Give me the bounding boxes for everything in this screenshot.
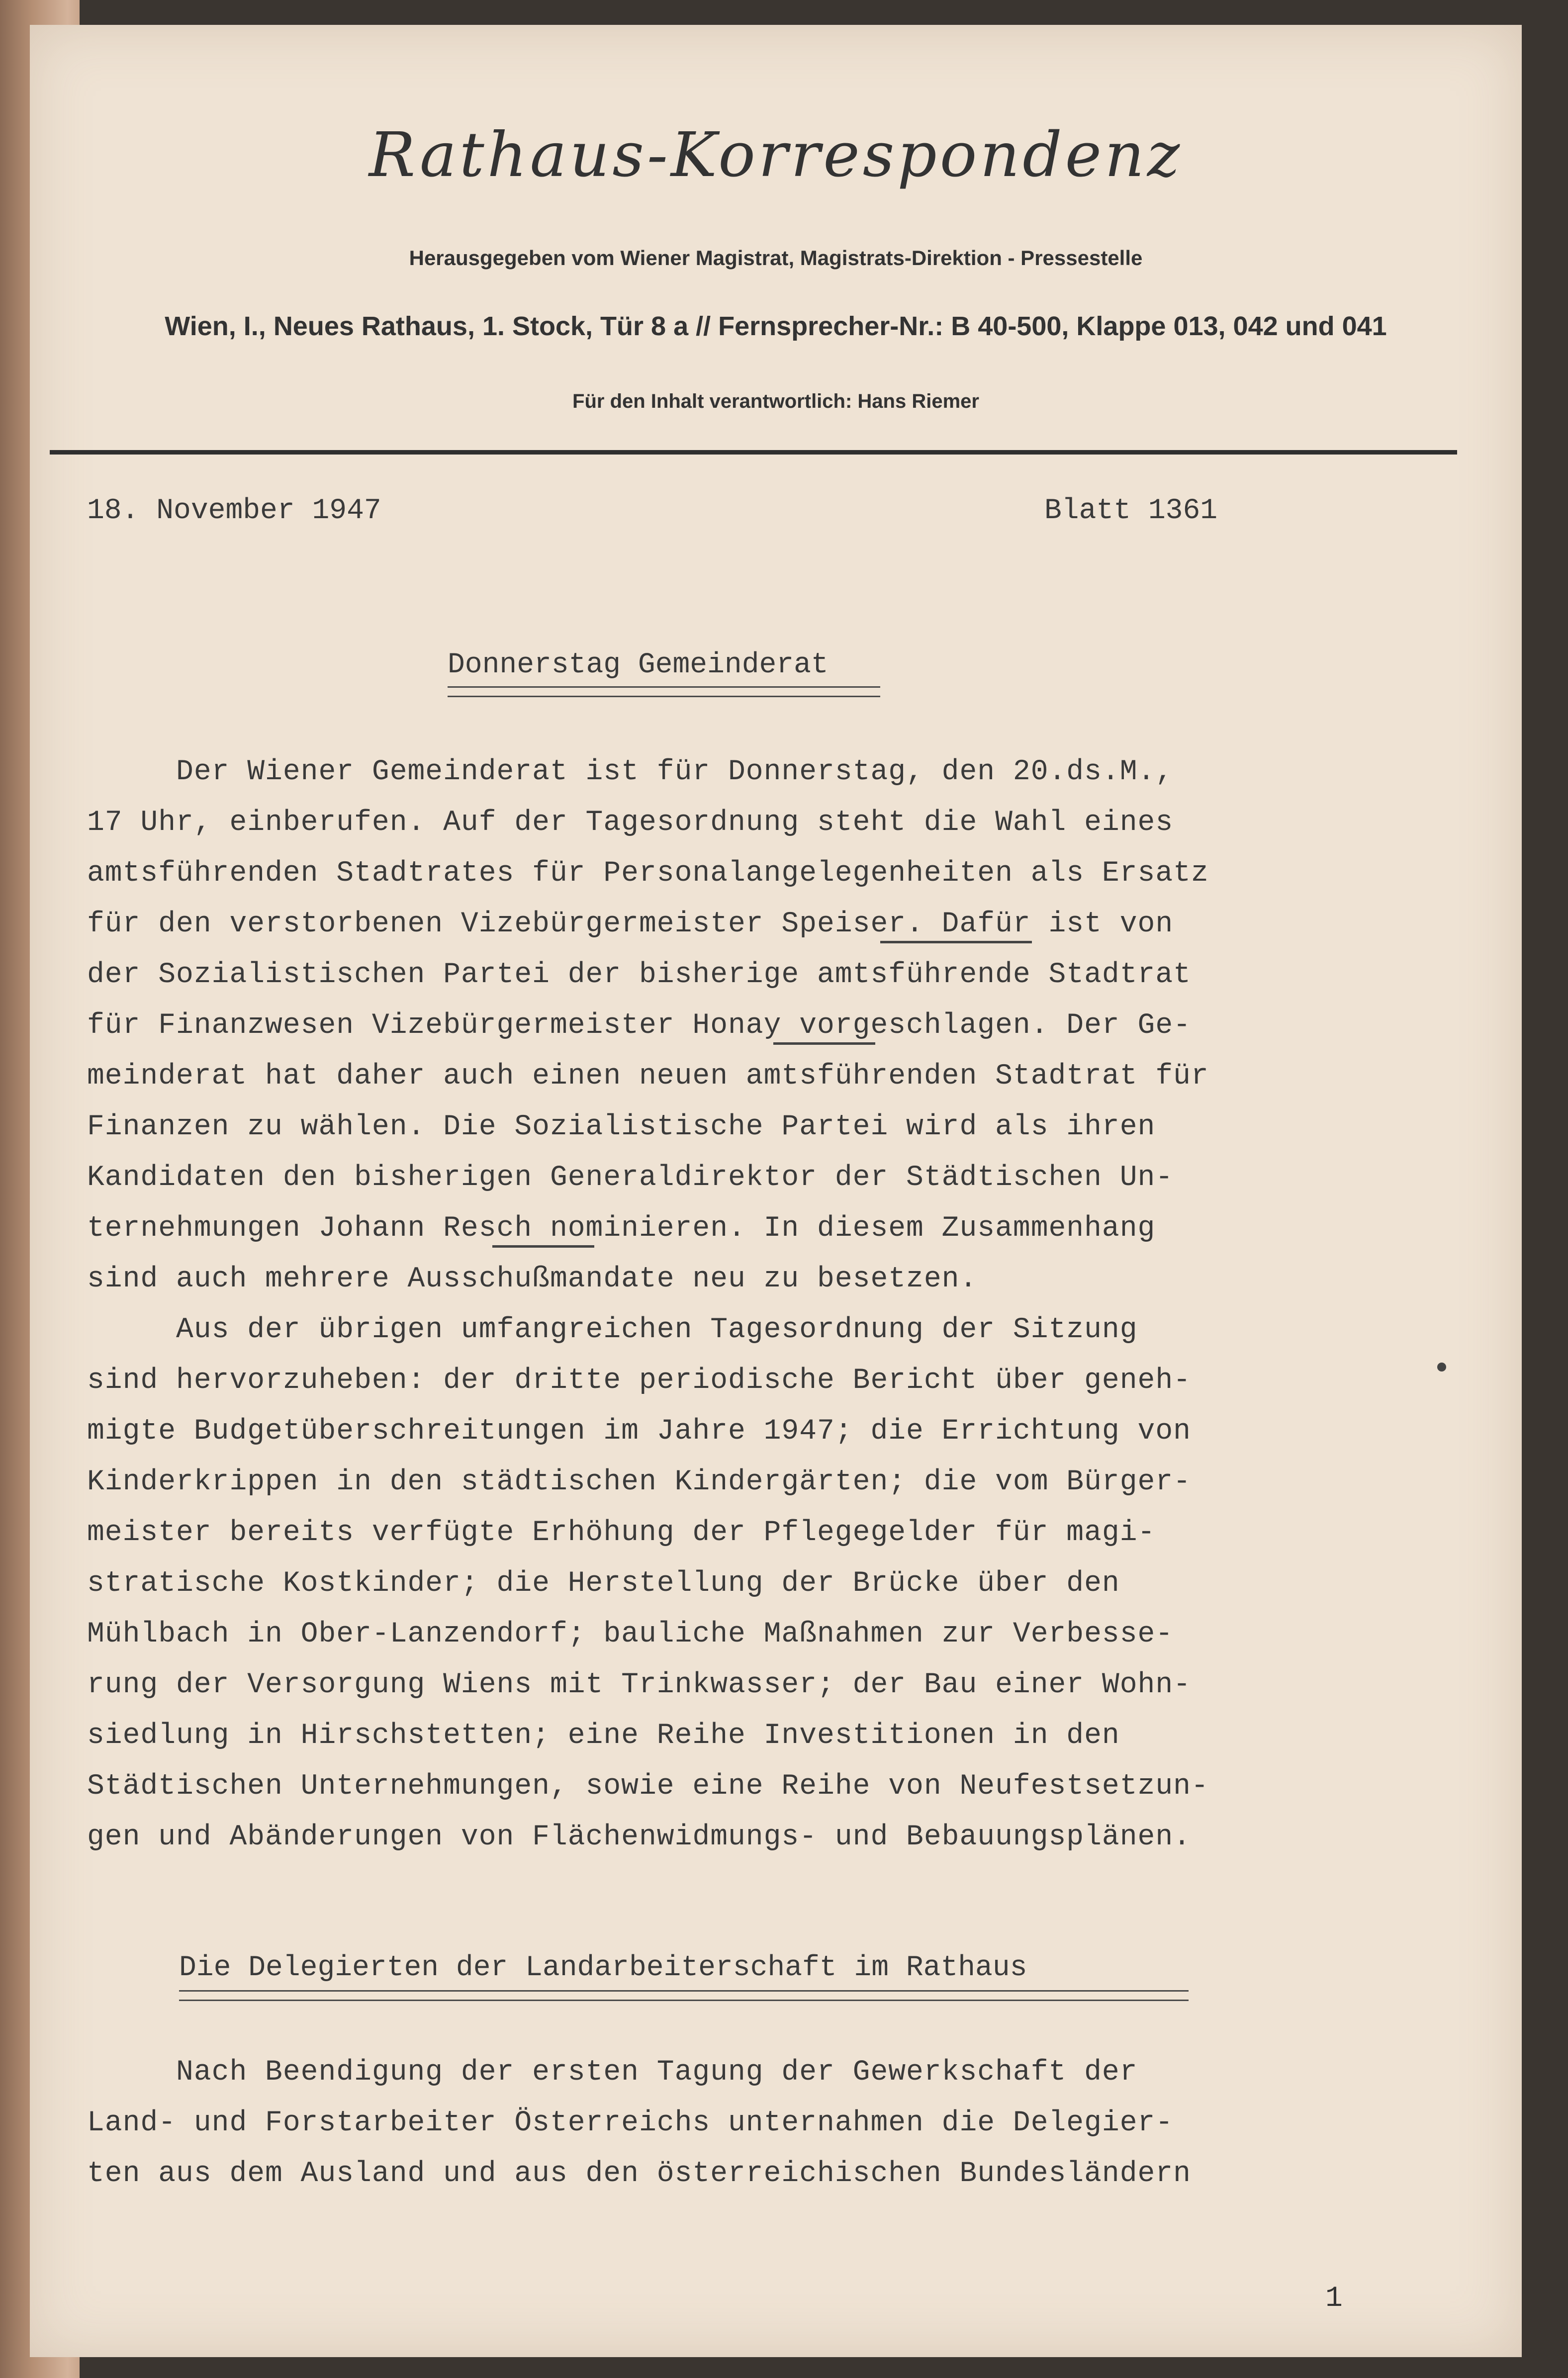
article1-line: rung der Versorgung Wiens mit Trinkwasser; der Bau einer Wohn- — [87, 1669, 1191, 1701]
header-rule — [50, 450, 1457, 455]
ink-dot — [1437, 1363, 1446, 1372]
article1-line: Mühlbach in Ober-Lanzendorf; bauliche Maßnahmen zur Verbesse- — [87, 1618, 1174, 1650]
masthead-address: Wien, I., Neues Rathaus, 1. Stock, Tür 8 a // Fernsprecher-Nr.: B 40-500, Klappe 013, 042 und 041 — [165, 311, 1387, 341]
article2-line: ten aus dem Ausland und aus den österreichischen Bundesländern — [87, 2158, 1191, 2190]
article2-title: Die Delegierten der Landarbeiterschaft im Rathaus — [179, 1952, 1027, 1984]
article1-line: Kinderkrippen in den städtischen Kindergärten; die vom Bürger- — [87, 1466, 1191, 1498]
honay-underline — [773, 1042, 875, 1045]
article1-line: stratische Kostkinder; die Herstellung der Brücke über den — [87, 1567, 1120, 1600]
document-date: 18. November 1947 — [87, 495, 381, 527]
resch-underline — [492, 1245, 594, 1248]
article1-line: Aus der übrigen umfangreichen Tagesordnung der Sitzung — [87, 1314, 1138, 1346]
article1-line: siedlung in Hirschstetten; eine Reihe Investitionen in den — [87, 1720, 1120, 1752]
article1-line: sind hervorzuheben: der dritte periodische Bericht über geneh- — [87, 1365, 1191, 1397]
article1-line: Der Wiener Gemeinderat ist für Donnerstag, den 20.ds.M., — [87, 756, 1174, 788]
page-number: 1 — [1325, 2283, 1343, 2315]
article1-line: Kandidaten den bisherigen Generaldirektor der Städtischen Un- — [87, 1162, 1174, 1194]
masthead-publisher: Herausgegeben vom Wiener Magistrat, Magistrats-Direktion - Pressestelle — [409, 246, 1143, 270]
article1-title-underline — [448, 686, 880, 697]
article1-line: für den verstorbenen Vizebürgermeister Speiser. Dafür ist von — [87, 908, 1174, 940]
masthead-responsible: Für den Inhalt verantwortlich: Hans Riemer — [572, 390, 979, 412]
sheet-number: Blatt 1361 — [1044, 495, 1218, 527]
article1-line: Finanzen zu wählen. Die Sozialistische Partei wird als ihren — [87, 1111, 1156, 1143]
article1-title: Donnerstag Gemeinderat — [448, 649, 829, 681]
article1-line: gen und Abänderungen von Flächenwidmungs- und Bebauungsplänen. — [87, 1821, 1191, 1853]
speiser-underline — [880, 941, 1032, 943]
article1-line: 17 Uhr, einberufen. Auf der Tagesordnung steht die Wahl eines — [87, 807, 1174, 839]
article1-line: der Sozialistischen Partei der bisherige amtsführende Stadtrat — [87, 959, 1191, 991]
article2-title-underline — [179, 1990, 1189, 2001]
document-sheet — [30, 25, 1522, 2357]
masthead-title: Rathaus-Korrespondenz — [369, 119, 1183, 191]
article1-line: ternehmungen Johann Resch nominieren. In diesem Zusammenhang — [87, 1212, 1156, 1245]
article1-line: meister bereits verfügte Erhöhung der Pflegegelder für magi- — [87, 1517, 1156, 1549]
article1-line: amtsführenden Stadtrates für Personalangelegenheiten als Ersatz — [87, 857, 1209, 890]
article2-line: Nach Beendigung der ersten Tagung der Gewerkschaft der — [87, 2056, 1138, 2089]
article2-line: Land- und Forstarbeiter Österreichs unternahmen die Delegier- — [87, 2107, 1174, 2139]
article1-line: sind auch mehrere Ausschußmandate neu zu besetzen. — [87, 1263, 978, 1295]
article1-line: meinderat hat daher auch einen neuen amtsführenden Stadtrat für — [87, 1060, 1209, 1093]
article1-line: Städtischen Unternehmungen, sowie eine Reihe von Neufestsetzun- — [87, 1770, 1209, 1803]
article1-line: migte Budgetüberschreitungen im Jahre 1947; die Errichtung von — [87, 1415, 1191, 1448]
article1-line: für Finanzwesen Vizebürgermeister Honay vorgeschlagen. Der Ge- — [87, 1009, 1191, 1042]
